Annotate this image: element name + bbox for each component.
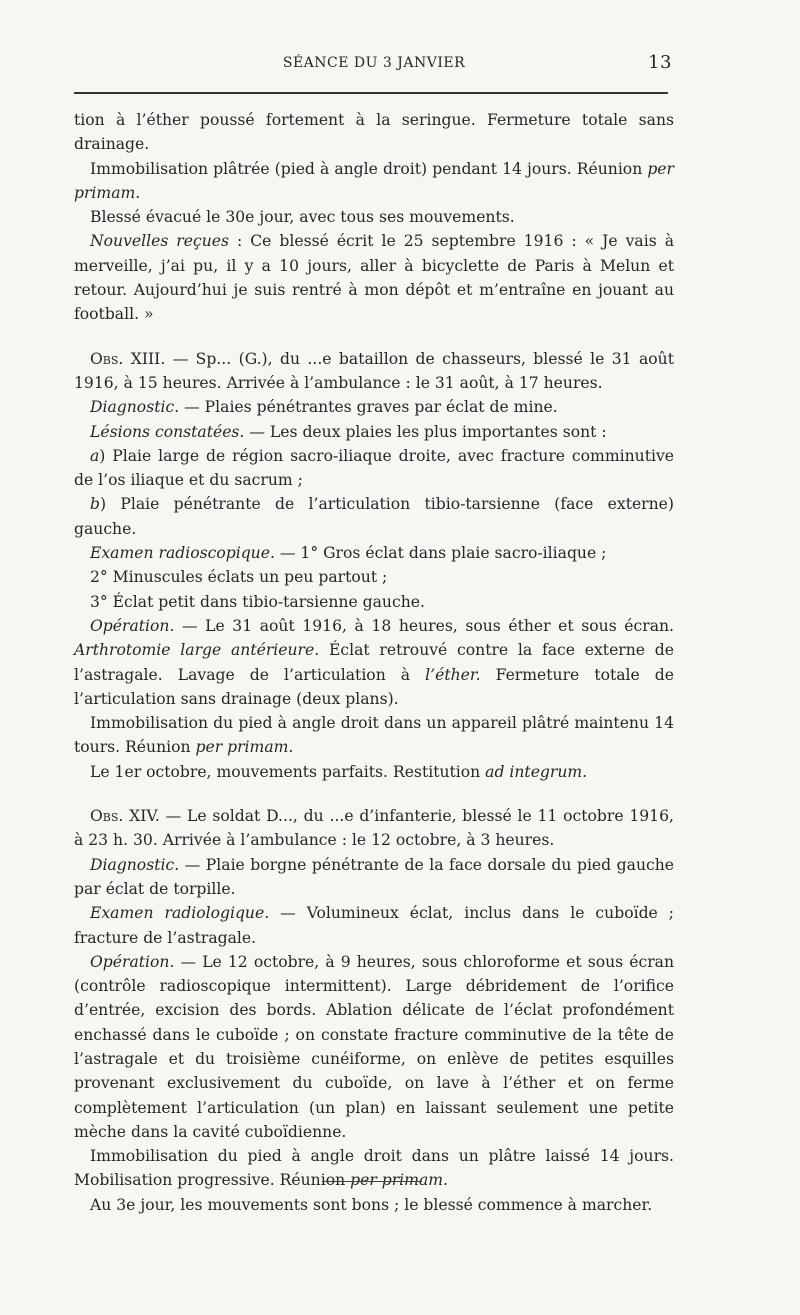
text-run: Le 1er octobre, mouvements parfaits. Restitution (90, 762, 486, 781)
header-rule (74, 92, 668, 94)
paragraph-gap (74, 784, 674, 804)
paragraph (74, 950, 674, 1144)
text-run: Immobilisation du pied à angle droit dans un appareil plâtré maintenu 14 tours. Réunion (74, 714, 674, 757)
italic-text: a (90, 446, 100, 465)
text-run: Blessé évacué le 30e jour, avec tous ses mouvements. (90, 208, 515, 227)
italic-text: per primam. (195, 738, 294, 757)
italic-text: Opération. (90, 616, 175, 635)
text-run: : Ce blessé écrit le 25 septembre 1916 : « Je vais à merveille, j’ai pu, il y a 10 jours, aller à bicyclette de Paris à Melun et retour. Aujourd’hui je suis rentré à mon dépôt et m’entraîne en jouant au football. » (74, 232, 675, 324)
italic-text: Diagnostic. (90, 398, 180, 417)
text-run: Au 3e jour, les mouvements sont bons ; le blessé commence à marcher. (90, 1195, 653, 1214)
end-rule (322, 1181, 422, 1182)
text-run: — Le 12 octobre, à 9 heures, sous chloroforme et sous écran (contrôle radioscopique intermittent). Large débridement de l’orifice d’entrée, excision des bords. Ablation délicate de l’éclat profondément enchassé dans le cuboïde ; on constate fracture comminutive de la tête de l’astragale et du troisième cunéiforme, on enlève de petites esquilles provenant exclusivement du cuboïde, on lave à l’éther et on ferme complètement l’articulation (un plan) en laissant seulement une petite mèche dans la cavité cuboïdienne. (74, 952, 674, 1141)
paragraph (74, 541, 674, 565)
italic-text: Examen radioscopique. (90, 544, 275, 563)
paragraph (74, 205, 674, 229)
italic-text: Examen radiologique. (90, 904, 270, 923)
text-run: 3° Éclat petit dans tibio-tarsienne gauche. (90, 592, 425, 611)
italic-text: ad integrum. (485, 762, 588, 781)
italic-text: Diagnostic. (90, 855, 180, 874)
text-run: — 1° Gros éclat dans plaie sacro-iliaque ; (274, 544, 607, 563)
paragraph (74, 444, 674, 493)
text-run: — Les deux plaies les plus importantes sont : (244, 422, 607, 441)
italic-text: b (90, 495, 100, 514)
text-run: — Sp... (G.), du ...e bataillon de chasseurs, blessé le 31 août 1916, à 15 heures. Arrivée à l’ambulance : le 31 août, à 17 heures. (74, 349, 674, 392)
text-run: Fermeture totale de l’articulation sans drainage (deux plans). (74, 665, 675, 708)
italic-text: Opération. (90, 952, 175, 971)
running-header (74, 52, 674, 78)
page-number: 13 (648, 52, 672, 73)
italic-text: per primam. (74, 159, 674, 202)
paragraph (74, 229, 674, 326)
paragraph (74, 853, 674, 902)
paragraph (74, 590, 674, 614)
text-run: — Volumineux éclat, inclus dans le cuboïde ; fracture de l’astragale. (74, 904, 674, 947)
paragraph (74, 804, 674, 853)
text-run: Immobilisation plâtrée (pied à angle droit) pendant 14 jours. Réunion (90, 159, 648, 178)
paragraph (74, 108, 674, 157)
paragraph (74, 711, 674, 760)
text-run: tion à l’éther poussé fortement à la seringue. Fermeture totale sans drainage. (74, 111, 674, 154)
paragraph (74, 492, 674, 541)
paragraph-gap (74, 327, 674, 347)
paragraph (74, 420, 674, 444)
obs-label: Obs. XIII. (90, 349, 166, 368)
text-run: Immobilisation du pied à angle droit dans un plâtre laissé 14 jours. Mobilisation progressive. Réunion (74, 1147, 674, 1190)
italic-text: per primam. (350, 1171, 448, 1190)
text-run: — Le 31 août 1916, à 18 heures, sous éther et sous écran. (174, 616, 674, 635)
paragraph (74, 614, 674, 711)
text-run: 2° Minuscules éclats un peu partout ; (90, 568, 388, 587)
text-run: — Plaie borgne pénétrante de la face dorsale du pied gauche par éclat de torpille. (74, 855, 674, 898)
paragraph (74, 395, 674, 419)
paragraph (74, 1193, 674, 1217)
text-run: ) Plaie large de région sacro-iliaque droite, avec fracture comminutive de l’os iliaque et du sacrum ; (74, 446, 674, 490)
paragraph (74, 901, 674, 950)
text-run: — Le soldat D..., du ...e d’infanterie, blessé le 11 octobre 1916, à 23 h. 30. Arrivée à l’ambulance : le 12 octobre, à 3 heures. (74, 807, 674, 850)
italic-text: Arthrotomie large antérieure. (74, 641, 320, 660)
paragraph (74, 347, 674, 396)
paragraph (74, 565, 674, 589)
paragraph (74, 760, 674, 784)
italic-text: Lésions constatées. (90, 422, 245, 441)
italic-text: Nouvelles reçues (90, 232, 230, 251)
paragraph (74, 157, 674, 206)
text-run: ) Plaie pénétrante de l’articulation tibio-tarsienne (face externe) gauche. (74, 495, 674, 538)
text-run: Éclat retrouvé contre la face externe de l’astragale. Lavage de l’articulation à (74, 641, 674, 684)
italic-text: l’éther. (425, 665, 481, 684)
body-text (74, 108, 674, 1217)
obs-label: Obs. XIV. (90, 807, 160, 826)
text-run: — Plaies pénétrantes graves par éclat de mine. (179, 398, 558, 417)
running-title: SÉANCE DU 3 JANVIER (282, 55, 466, 71)
paragraph (74, 1144, 674, 1193)
